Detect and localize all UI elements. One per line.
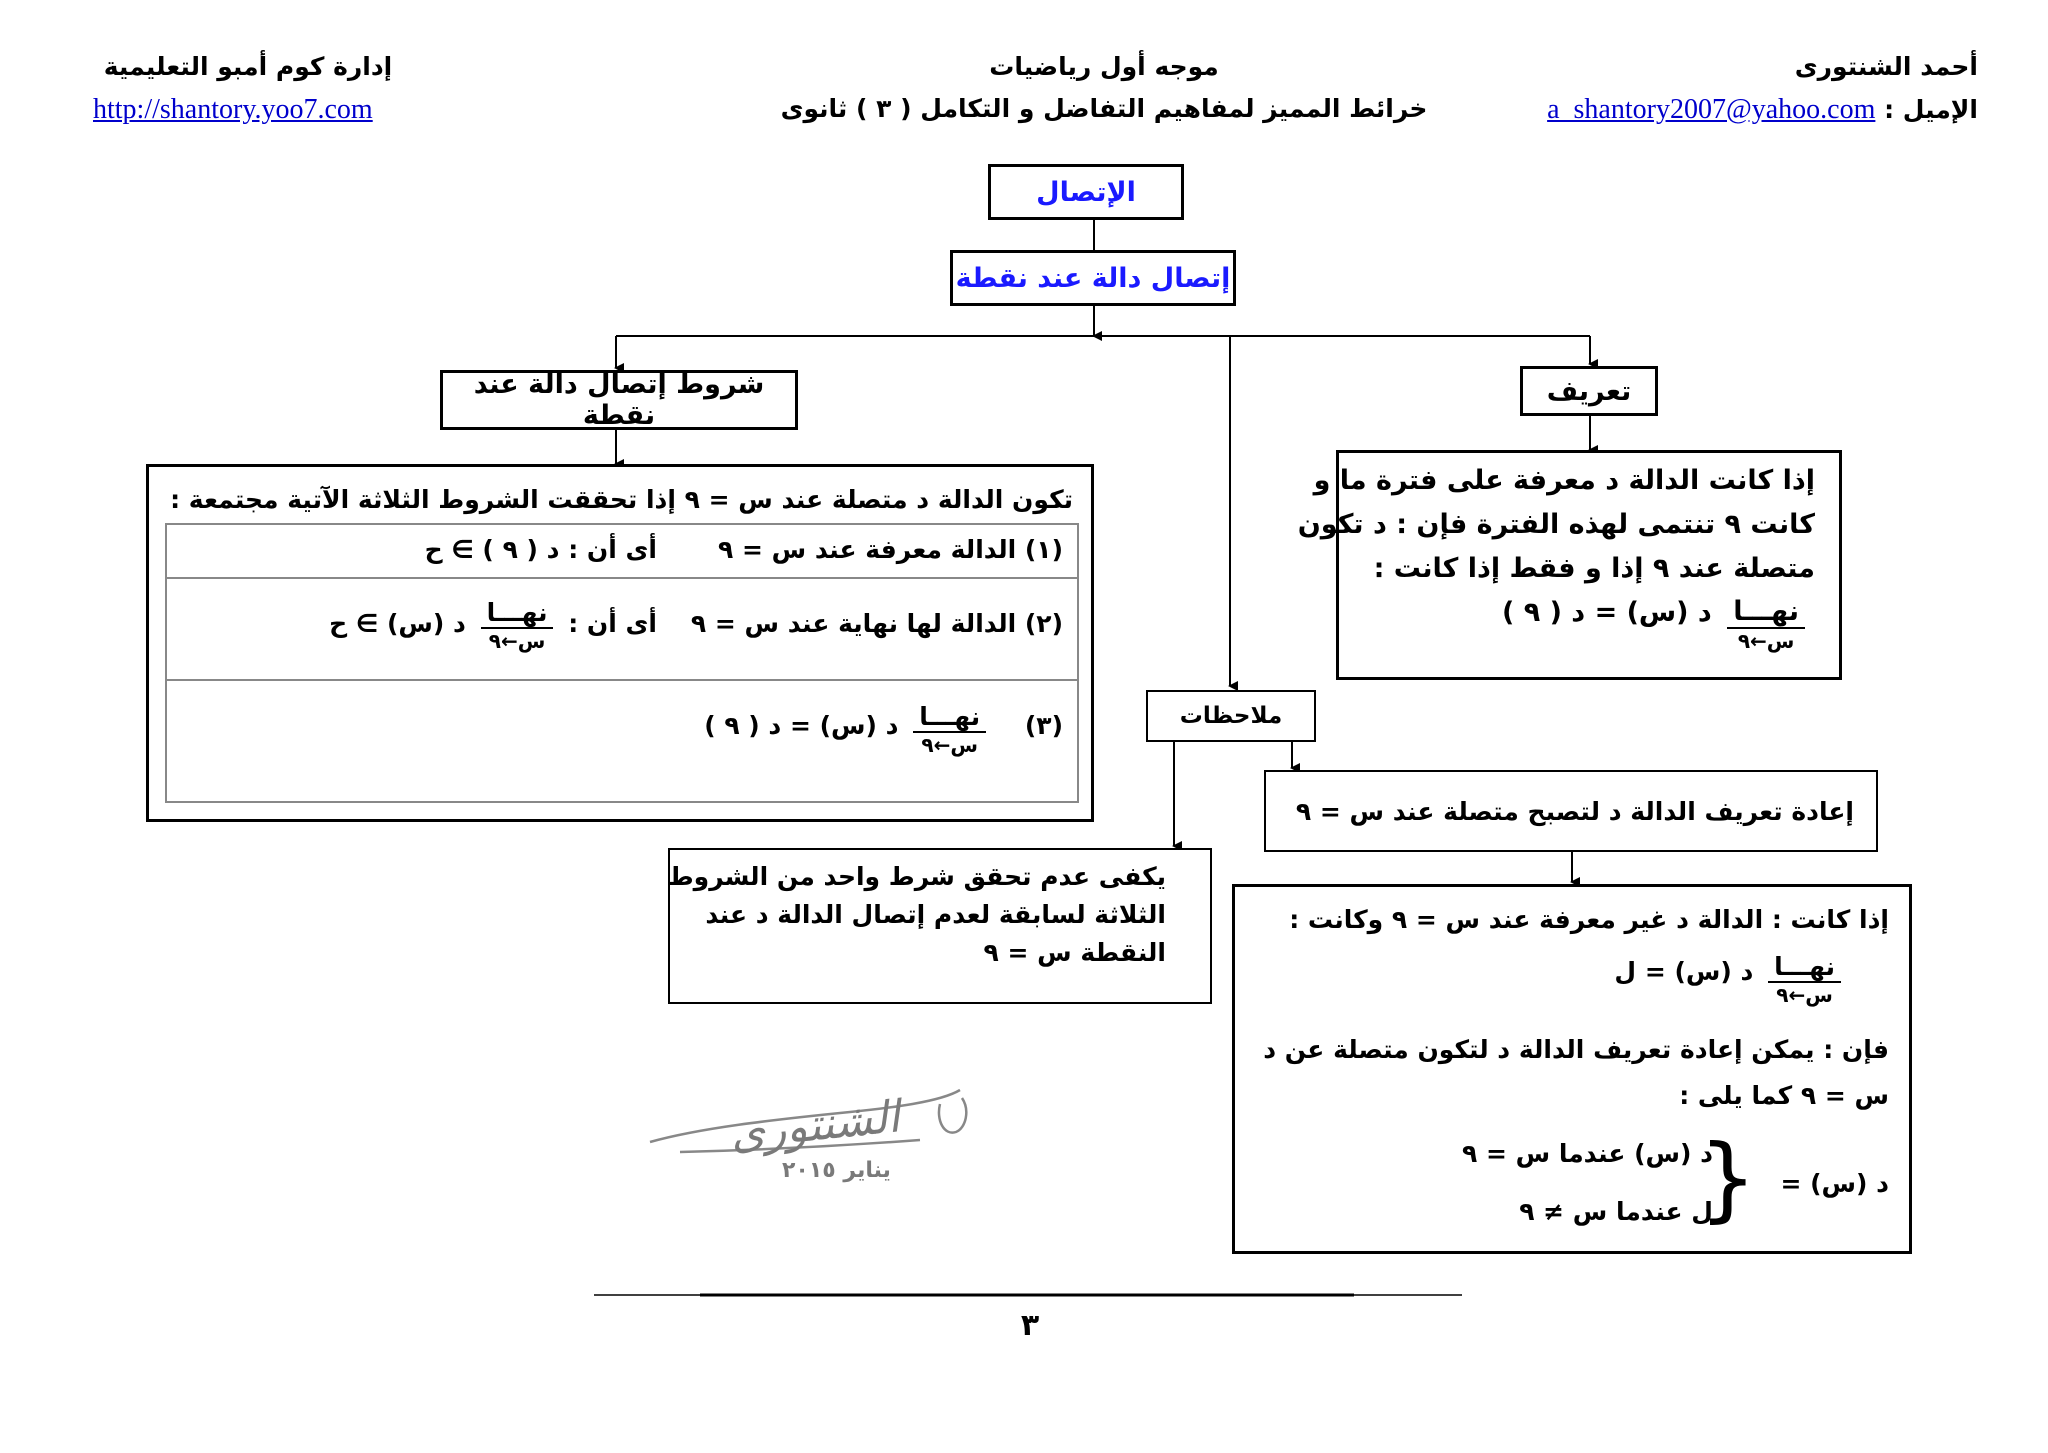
redefine-title: إعادة تعريف الدالة د لتصبح متصلة عند س = ٩ [1264, 770, 1878, 852]
note1-line-2: الثلاثة لسابقة لعدم إتصال الدالة د عند [705, 900, 1166, 929]
definition-box [1297, 450, 1842, 680]
limit-operator: نهـــا س←٩ [913, 703, 986, 757]
email-link[interactable]: a_shantory2007@yahoo.com [1547, 94, 1876, 125]
admin-name: إدارة كوم أمبو التعليمية [103, 52, 393, 81]
redefine-condition: إذا كانت : الدالة د غير معرفة عند س = ٩ وكانت : [1289, 905, 1889, 934]
conditions-box [146, 464, 1094, 822]
root-node: الإتصال [988, 164, 1184, 220]
limit-operator: نهـــا س←٩ [1768, 953, 1841, 1007]
author-name: أحمد الشنتورى [1794, 52, 1978, 81]
condition-1-meaning: أى أن : د ( ٩ ) ∋ ح [424, 535, 657, 564]
condition-row-1 [167, 525, 1077, 579]
piecewise-case-1: د (س) عندما س = ٩ [1462, 1139, 1713, 1168]
piecewise-lhs: د (س) = [1780, 1169, 1889, 1198]
note-insufficient-condition [668, 848, 1212, 1004]
condition-2-text: (٢) الدالة لها نهاية عند س = ٩ [690, 609, 1063, 638]
conditions-title: شروط إتصال دالة عند نقطة [440, 370, 798, 430]
definition-line-3: متصلة عند ٩ إذا و فقط إذا كانت : [1373, 553, 1815, 584]
condition-2-meaning: أى أن : نهـــا س←٩ د (س) ∋ ح [329, 598, 657, 653]
limit-operator: نهـــا س←٩ [481, 599, 554, 653]
website-link[interactable]: http://shantory.yoo7.com [93, 94, 373, 125]
redefine-statement: فإن : يمكن إعادة تعريف الدالة د لتكون متصلة عن د [1263, 1035, 1889, 1064]
signature-name: الشنتورى [727, 1091, 903, 1160]
condition-1-text: (١) الدالة معرفة عند س = ٩ [718, 535, 1063, 564]
note1-line-1: يكفى عدم تحقق شرط واحد من الشروط [667, 862, 1166, 891]
piecewise-brace: { [1698, 1125, 1757, 1232]
signature-date: يناير ٢٠١٥ [782, 1158, 891, 1183]
definition-line-2: كانت ٩ تنتمى لهذه الفترة فإن : د تكون [1297, 509, 1815, 540]
conditions-intro: تكون الدالة د متصلة عند س = ٩ إذا تحققت الشروط الثلاثة الآتية مجتمعة : [170, 485, 1073, 514]
redefine-limit: نهـــا س←٩ د (س) = ل [1614, 953, 1847, 1007]
redefine-point: س = ٩ كما يلى : [1679, 1081, 1889, 1110]
signature [640, 1080, 980, 1200]
definition-title: تعريف [1520, 366, 1658, 416]
definition-line-1: إذا كانت الدالة د معرفة على فترة ما و [1313, 465, 1815, 496]
page-number: ٣ [1020, 1308, 1040, 1343]
redefine-box [1232, 884, 1912, 1254]
header-title-1: موجه أول رياضيات [989, 52, 1219, 81]
note1-line-3: النقطة س = ٩ [983, 938, 1166, 967]
topic-node: إتصال دالة عند نقطة [950, 250, 1236, 306]
header-title-2: خرائط المميز لمفاهيم التفاضل و التكامل ( ٣ ) ثانوى [780, 94, 1428, 123]
limit-operator: نهـــا س←٩ [1727, 597, 1805, 653]
definition-formula [1359, 597, 1815, 653]
condition-3: (٣) نهـــا س←٩ د (س) = د ( ٩ ) [704, 702, 1063, 757]
condition-row-2 [167, 579, 1077, 681]
notes-title: ملاحظات [1146, 690, 1316, 742]
email-label: الإميل : [1884, 95, 1978, 124]
piecewise-case-2: ل عندما س ≠ ٩ [1519, 1197, 1713, 1226]
definition-formula-expression: د (س) = د ( ٩ ) [1501, 597, 1712, 628]
conditions-table [165, 523, 1079, 803]
